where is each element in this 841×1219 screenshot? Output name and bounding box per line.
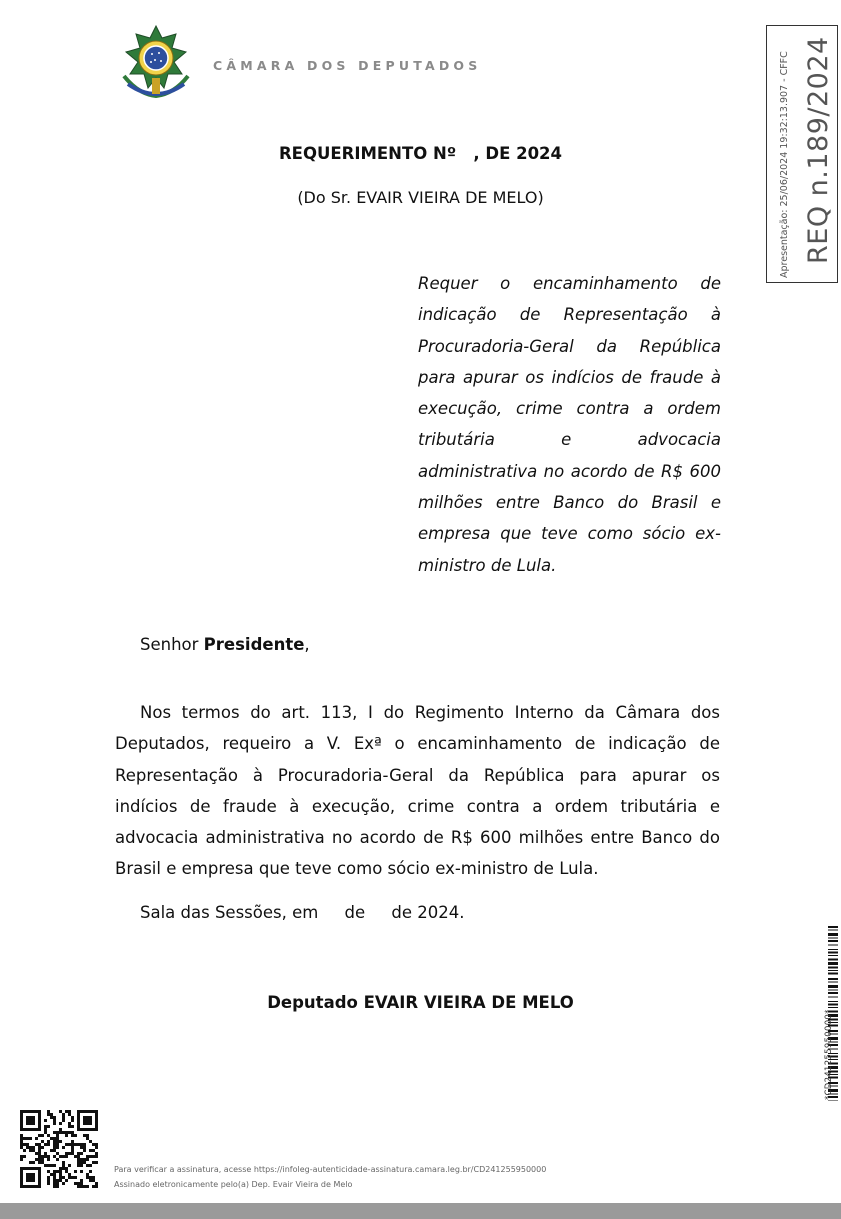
document-author: (Do Sr. EVAIR VIEIRA DE MELO) [297,188,544,207]
greeting-addressee: Presidente [203,635,305,654]
barcode-number: *CD241255950000* [824,1009,834,1100]
ementa-summary: Requer o encaminhamento de indicação de Representação à Procuradoria-Geral da República para apurar os indícios de fraude à execução, crime contra a ordem tributária e advocacia administrativa no acordo de R$ 600 milhões entre Banco do Brasil e empresa que teve como sócio ex-ministro de Lula. [418,274,721,575]
signature-line: Deputado EVAIR VIEIRA DE MELO [267,993,574,1012]
qr-code-icon [20,1110,98,1188]
closing-line: Sala das Sessões, em de de 2024. [140,903,465,922]
greeting-prefix: Senhor [140,635,204,654]
body-paragraph: Nos termos do art. 113, I do Regimento Interno da Câmara dos Deputados, requeiro a V. Exª o encaminhamento de indicação de Representação à Procuradoria-Geral da República para apurar os indícios de fraude à execução, crime contra a ordem tributária e advocacia administrativa no acordo de R$ 600 milhões entre Banco do Brasil e empresa que teve como sócio ex-ministro de Lula. [115,703,720,879]
verification-url-text: Para verificar a assinatura, acesse https://infoleg-autenticidade-assinatura.camara.leg.br/CD241255950000 [114,1165,547,1174]
presentation-timestamp: Apresentação: 25/06/2024 19:32:13.907 - CFFC [779,51,790,278]
greeting [140,635,310,654]
chamber-name: CÂMARA DOS DEPUTADOS [213,58,482,73]
greeting-suffix: , [304,635,310,654]
request-number: REQ n.189/2024 [803,36,834,264]
signed-by-text: Assinado eletronicamente pelo(a) Dep. Evair Vieira de Melo [114,1180,353,1189]
footer-bar [0,1203,841,1219]
brazil-coat-of-arms-icon [118,24,194,104]
document-title: REQUERIMENTO Nº , DE 2024 [278,144,563,163]
